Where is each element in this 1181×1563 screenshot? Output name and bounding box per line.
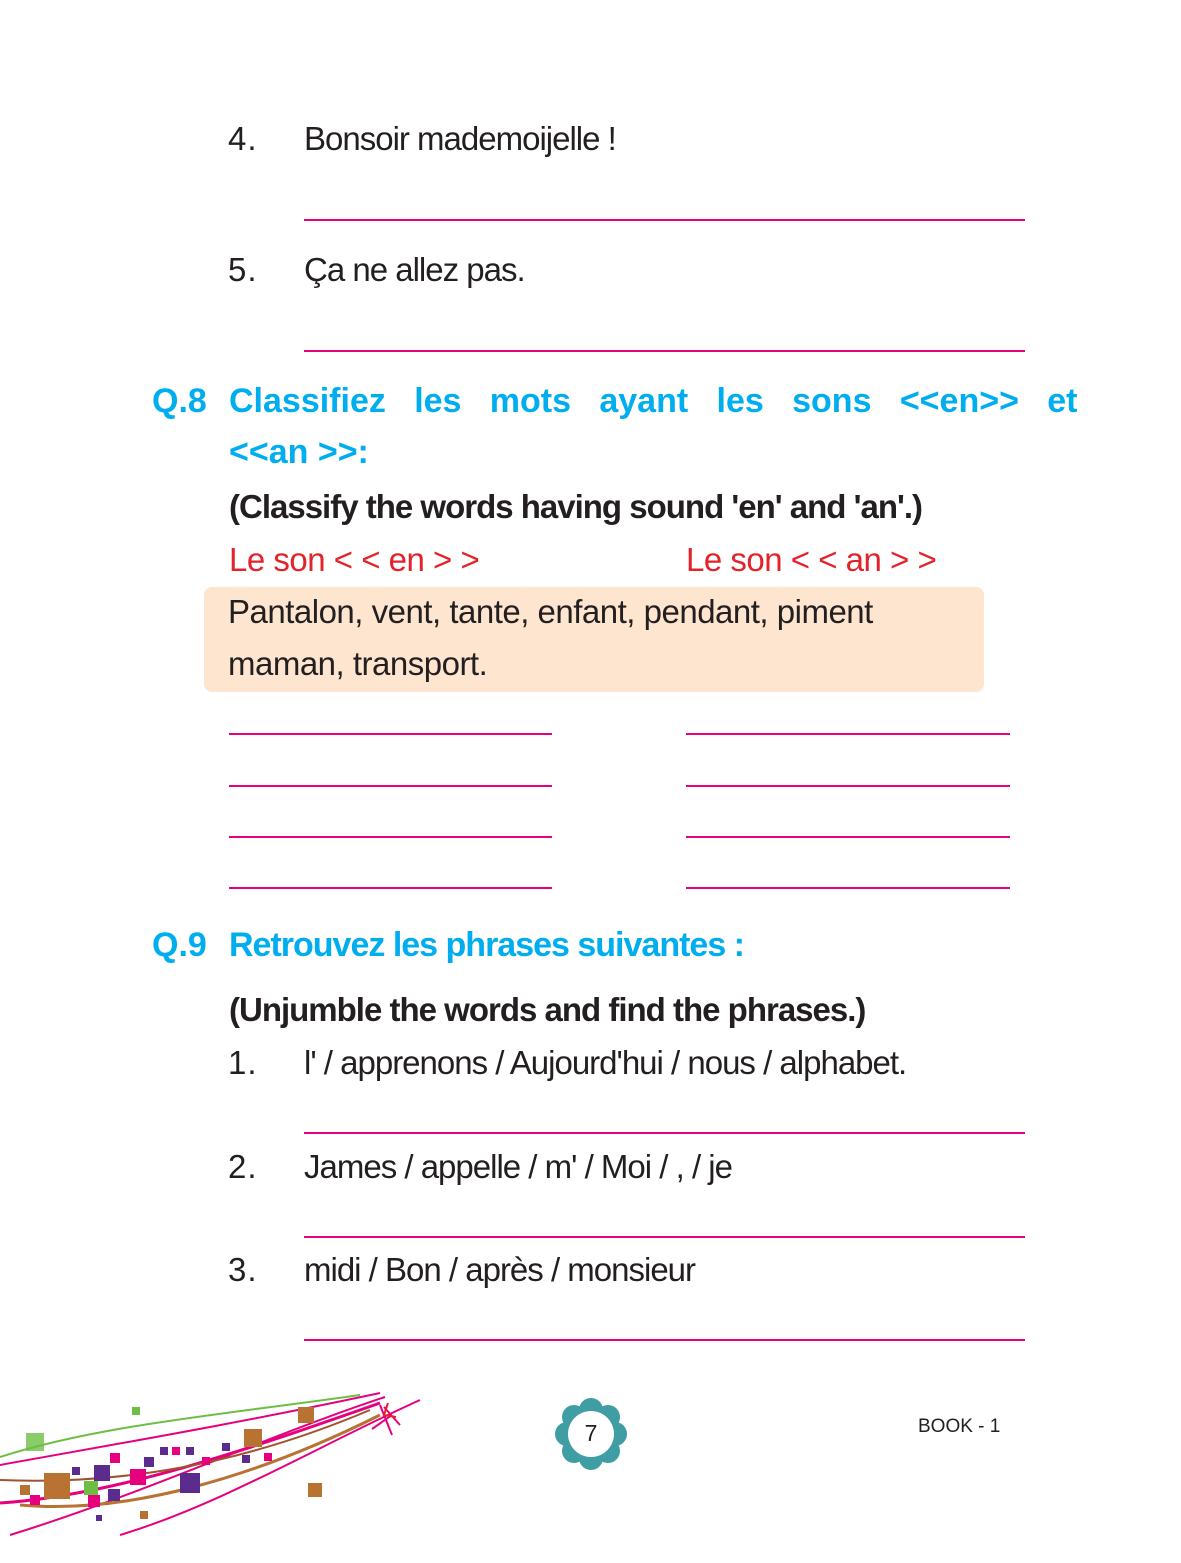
q8-label: Q.8 [152,382,207,420]
item-4-number: 4. [228,120,258,157]
q9-item-3-text: midi / Bon / après / monsieur [304,1251,696,1288]
book-label: BOOK - 1 [918,1416,1001,1437]
word-list-line2: maman, transport. [228,645,488,682]
answer-line-en-2[interactable] [229,785,552,787]
answer-line-en-3[interactable] [229,836,552,838]
answer-line-an-4[interactable] [686,887,1010,889]
son-en-label: Le son < < en > > [229,541,480,578]
page-number: 7 [584,1420,598,1446]
page-number-badge [555,1398,627,1470]
item-4-text: Bonsoir mademoijelle ! [304,120,616,157]
answer-line-an-2[interactable] [686,785,1010,787]
son-an-label: Le son < < an > > [686,541,937,578]
q9-subtitle: (Unjumble the words and find the phrases.) [229,991,866,1028]
q9-title: Retrouvez les phrases suivantes : [229,926,745,964]
answer-line-en-1[interactable] [229,733,552,735]
q9-item-1-number: 1. [228,1044,258,1081]
word-list-line1: Pantalon, vent, tante, enfant, pendant, piment [228,593,873,630]
q8-title-line2: <<an >>: [229,433,369,471]
q9-item-2-number: 2. [228,1148,258,1185]
answer-line-q9-2[interactable] [304,1236,1025,1238]
answer-line-q9-1[interactable] [304,1132,1025,1134]
item-5-text: Ça ne allez pas. [304,251,525,288]
answer-line-item-4[interactable] [304,219,1025,221]
q9-item-1-text: l' / apprenons / Aujourd'hui / nous / alphabet. [304,1044,907,1081]
q9-label: Q.9 [152,926,207,964]
q9-item-3-number: 3. [228,1251,258,1288]
word-box [204,587,984,692]
q8-subtitle: (Classify the words having sound 'en' and 'an'.) [229,488,922,525]
answer-line-item-5[interactable] [304,350,1025,352]
answer-line-an-1[interactable] [686,733,1010,735]
q8-title-line1: Classifiez les mots ayant les sons <<en>> et [229,382,1078,420]
answer-line-en-4[interactable] [229,887,552,889]
decorative-ribbon-icon [0,1385,440,1545]
item-5-number: 5. [228,251,258,288]
q9-item-2-text: James / appelle / m' / Moi / , / je [304,1148,732,1185]
answer-line-q9-3[interactable] [304,1339,1025,1341]
answer-line-an-3[interactable] [686,836,1010,838]
